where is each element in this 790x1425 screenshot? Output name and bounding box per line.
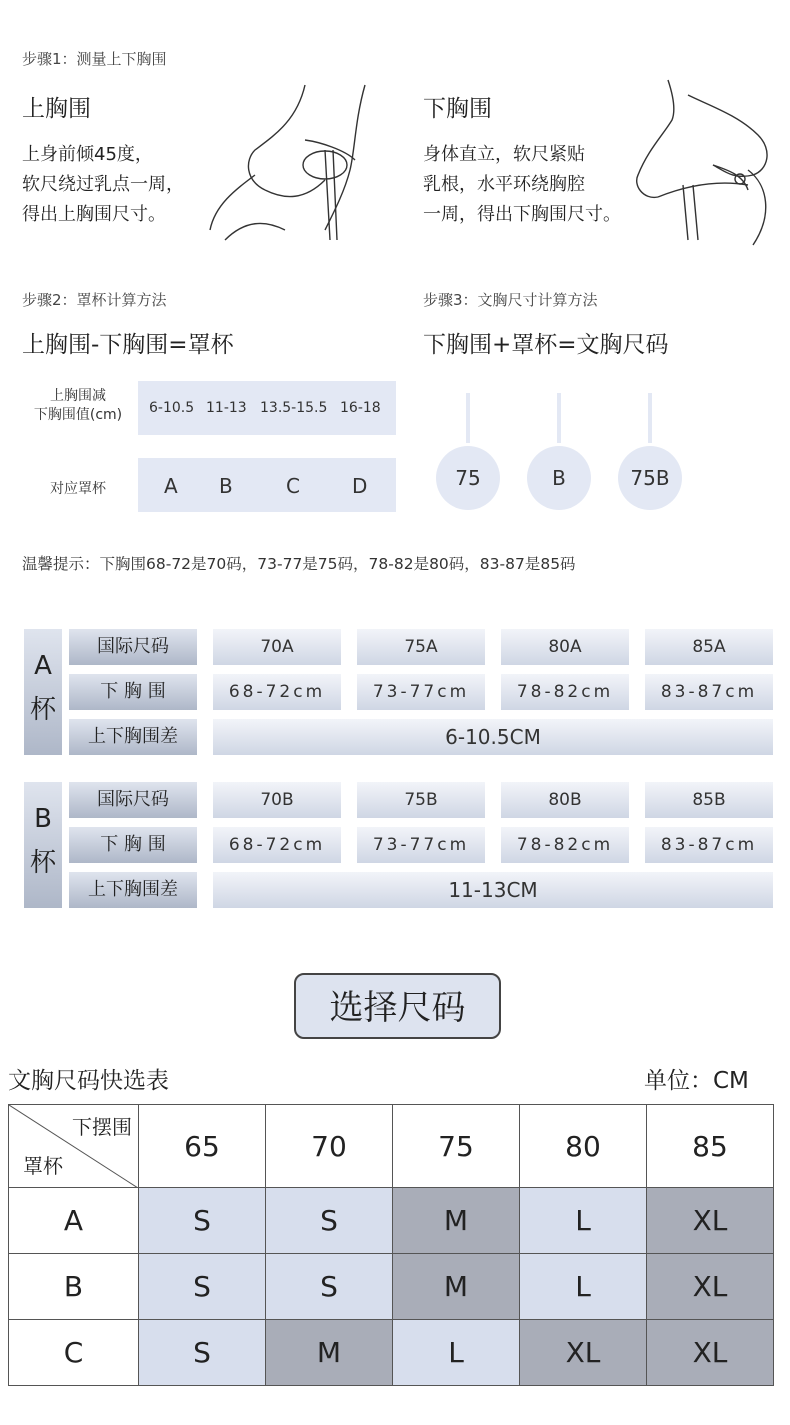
size-formula: 下胸围+罩杯=文胸尺码 — [423, 332, 669, 358]
lower-line-2: 乳根，水平环绕胸腔 — [423, 174, 585, 195]
cup-value: A — [164, 474, 178, 498]
cup-b-header — [24, 782, 62, 908]
bust-diff-cell: 6-10.5CM — [213, 719, 773, 755]
range-cell: 68-72cm — [213, 827, 341, 863]
select-size-button[interactable]: 选择尺码 — [294, 973, 501, 1039]
size-result: S — [266, 1254, 393, 1320]
cup-row-header: B — [9, 1254, 139, 1320]
range-cell: 68-72cm — [213, 674, 341, 710]
size-result: XL — [647, 1254, 774, 1320]
cup-a-header — [24, 629, 62, 755]
range-cell: 78-82cm — [501, 674, 629, 710]
step2-label: 步骤2：罩杯计算方法 — [22, 291, 167, 309]
diff-label-line-2: 下胸围值(cm) — [33, 407, 123, 423]
size-result: L — [393, 1320, 520, 1386]
size-result: XL — [647, 1320, 774, 1386]
row-label-bust-diff: 上下胸围差 — [69, 872, 197, 908]
row-label-intl-size: 国际尺码 — [69, 629, 197, 665]
range-cell: 83-87cm — [645, 827, 773, 863]
step3-label: 步骤3：文胸尺寸计算方法 — [423, 291, 598, 309]
cup-value: B — [219, 474, 233, 498]
lower-bust-illustration — [628, 75, 778, 250]
tag-string — [648, 393, 652, 443]
upper-bust-title: 上胸围 — [22, 96, 91, 122]
cup-row-label: 对应罩杯 — [50, 481, 106, 497]
range-cell: 73-77cm — [357, 674, 485, 710]
size-cell: 75A — [357, 629, 485, 665]
band-header: 70 — [266, 1105, 393, 1188]
cup-value: C — [286, 474, 300, 498]
row-label-under-bust: 下 胸 围 — [69, 827, 197, 863]
size-cell: 80B — [501, 782, 629, 818]
step1-label: 步骤1：测量上下胸围 — [22, 50, 167, 68]
size-result: L — [520, 1188, 647, 1254]
cup-a-letter: A — [34, 651, 52, 681]
lower-line-3: 一周，得出下胸围尺寸。 — [423, 204, 621, 225]
size-cell: 85B — [645, 782, 773, 818]
corner-cup-label: 罩杯 — [23, 1154, 63, 1178]
cup-a-char: 杯 — [29, 695, 56, 725]
size-cell: 70A — [213, 629, 341, 665]
size-result: M — [393, 1188, 520, 1254]
size-result: M — [393, 1254, 520, 1320]
cup-row-header: C — [9, 1320, 139, 1386]
lower-bust-instructions — [423, 140, 621, 230]
range-cell: 83-87cm — [645, 674, 773, 710]
bust-diff-cell: 11-13CM — [213, 872, 773, 908]
lower-bust-title: 下胸围 — [423, 96, 492, 122]
tag-string — [557, 393, 561, 443]
cup-row-header: A — [9, 1188, 139, 1254]
range-cell: 78-82cm — [501, 827, 629, 863]
upper-bust-instructions — [22, 140, 184, 230]
band-header: 75 — [393, 1105, 520, 1188]
tag-string — [466, 393, 470, 443]
diff-label-line-1: 上胸围减 — [50, 388, 106, 404]
size-cell: 80A — [501, 629, 629, 665]
size-cell: 70B — [213, 782, 341, 818]
cup-value: D — [352, 474, 368, 498]
range-cell: 73-77cm — [357, 827, 485, 863]
unit-label: 单位：CM — [644, 1068, 749, 1094]
quick-table-title: 文胸尺码快选表 — [8, 1068, 169, 1094]
band-header: 80 — [520, 1105, 647, 1188]
size-result: XL — [520, 1320, 647, 1386]
size-result: S — [266, 1188, 393, 1254]
upper-line-2: 软尺绕过乳点一周， — [22, 174, 184, 195]
diff-value: 16-18 — [340, 400, 381, 416]
size-result: L — [520, 1254, 647, 1320]
row-label-intl-size: 国际尺码 — [69, 782, 197, 818]
diff-value: 13.5-15.5 — [260, 400, 328, 416]
size-result: S — [139, 1254, 266, 1320]
cup-formula: 上胸围-下胸围=罩杯 — [22, 332, 234, 358]
size-circle: 75B — [618, 446, 682, 510]
row-label-under-bust: 下 胸 围 — [69, 674, 197, 710]
upper-line-3: 得出上胸围尺寸。 — [22, 204, 166, 225]
size-result: S — [139, 1188, 266, 1254]
cup-b-char: 杯 — [29, 848, 56, 878]
band-header: 85 — [647, 1105, 774, 1188]
diff-row-label — [22, 387, 134, 425]
size-result: S — [139, 1320, 266, 1386]
upper-line-1: 上身前倾45度， — [22, 144, 153, 165]
cup-b-letter: B — [34, 804, 52, 834]
size-tip: 温馨提示：下胸围68-72是70码，73-77是75码，78-82是80码，83-87是85码 — [22, 555, 576, 573]
upper-bust-illustration — [205, 80, 390, 250]
size-result: XL — [647, 1188, 774, 1254]
size-result: M — [266, 1320, 393, 1386]
cup-circle: B — [527, 446, 591, 510]
corner-band-label: 下摆围 — [72, 1115, 132, 1139]
size-cell: 85A — [645, 629, 773, 665]
diff-value: 11-13 — [206, 400, 247, 416]
band-circle: 75 — [436, 446, 500, 510]
corner-cell — [9, 1105, 139, 1188]
diff-value: 6-10.5 — [149, 400, 195, 416]
size-cell: 75B — [357, 782, 485, 818]
quick-size-table — [8, 1104, 774, 1386]
band-header: 65 — [139, 1105, 266, 1188]
lower-line-1: 身体直立，软尺紧贴 — [423, 144, 585, 165]
row-label-bust-diff: 上下胸围差 — [69, 719, 197, 755]
